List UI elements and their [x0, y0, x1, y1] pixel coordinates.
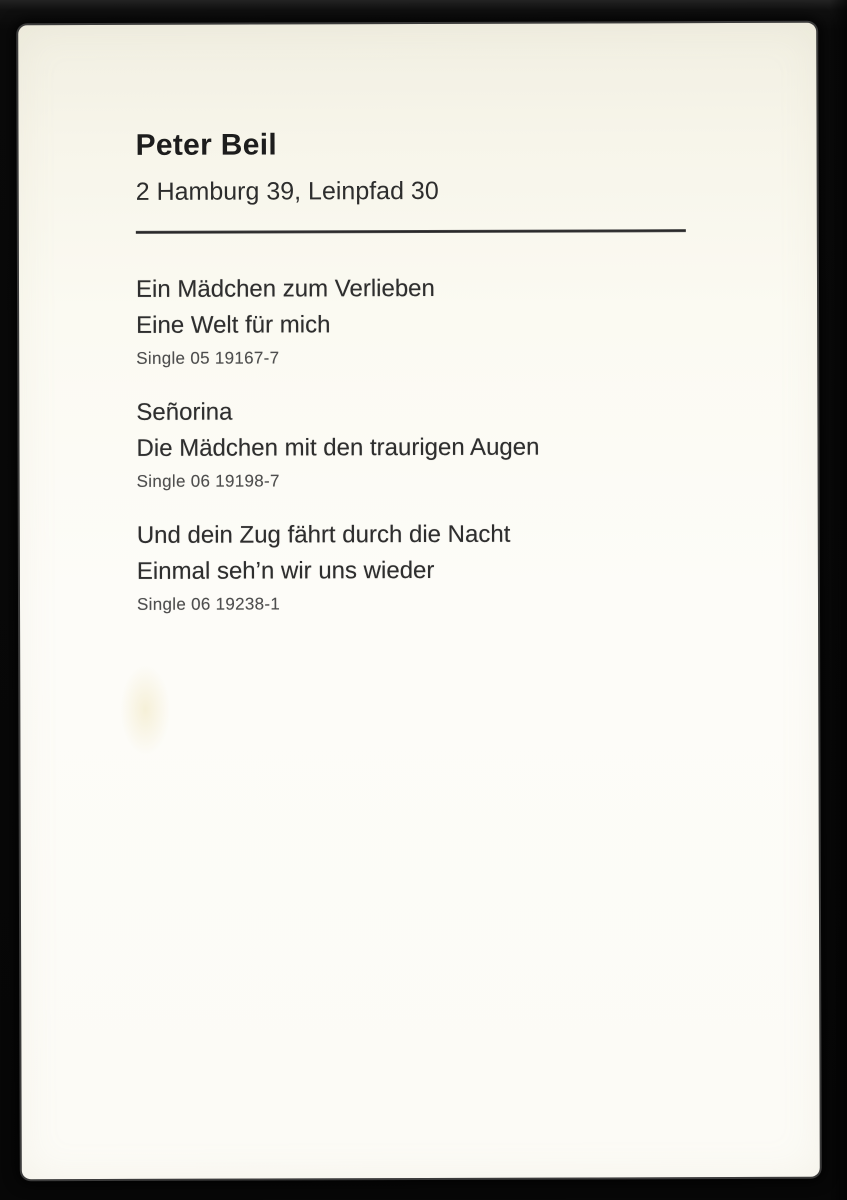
- song-title: Und dein Zug fährt durch die Nacht: [136, 520, 511, 549]
- release-block: [136, 393, 756, 492]
- paper-smudge: [120, 665, 170, 755]
- divider-rule: [136, 229, 686, 234]
- release-block: [136, 270, 756, 369]
- catalog-number: Single 06 19238-1: [136, 594, 281, 614]
- song-title: Eine Welt für mich: [136, 311, 331, 339]
- song-title: Ein Mädchen zum Verlieben: [135, 274, 435, 303]
- catalog-number: Single 06 19198-7: [136, 471, 280, 491]
- card-content: [136, 127, 758, 615]
- release-block: [137, 516, 757, 615]
- song-title: Señorina: [136, 398, 233, 426]
- release-list: [136, 270, 757, 615]
- catalog-number: Single 05 19167-7: [136, 348, 280, 368]
- autograph-card-back: [18, 23, 820, 1180]
- song-title: Einmal seh’n wir uns wieder: [136, 556, 435, 585]
- artist-address: 2 Hamburg 39, Leinpfad 30: [135, 176, 439, 206]
- song-title: Die Mädchen mit den traurigen Augen: [136, 433, 540, 462]
- artist-name: Peter Beil: [135, 128, 278, 162]
